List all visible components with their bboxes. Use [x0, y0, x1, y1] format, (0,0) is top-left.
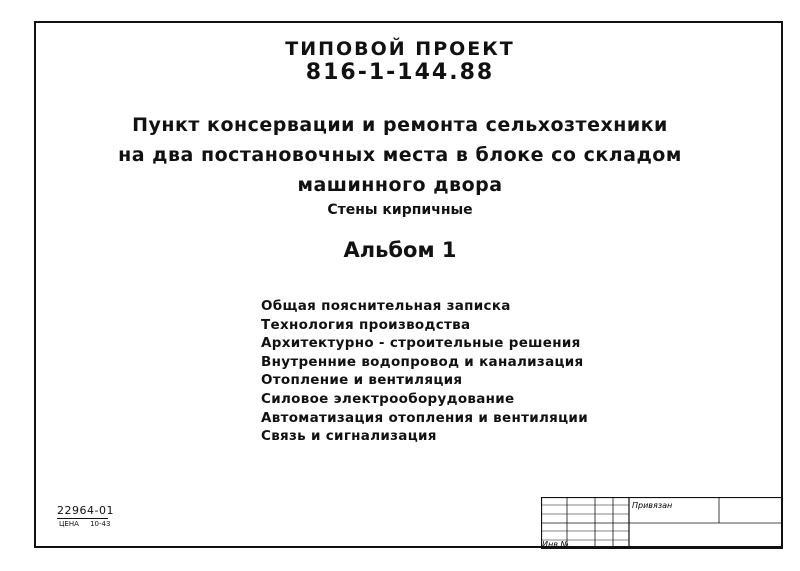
stamp-attached-label: Привязан [632, 501, 673, 510]
album-contents-list [261, 297, 588, 446]
contents-item: Общая пояснительная записка [261, 298, 511, 314]
contents-item: Внутренние водопровод и канализация [261, 353, 584, 370]
stamp-grid [541, 497, 783, 549]
binding-stamp [541, 497, 783, 553]
main-title-line-1: Пункт консервации и ремонта сельхозтехники [132, 114, 668, 136]
album-title: Альбом 1 [343, 238, 457, 262]
stamp-inventory-label: Инв.№ [542, 540, 569, 549]
contents-item: Связь и сигнализация [261, 428, 437, 445]
document-code: 22964-01 [57, 504, 114, 517]
price-value: 10-43 [90, 520, 111, 528]
walls-note: Стены кирпичные [327, 202, 473, 218]
project-label: ТИПОВОЙ ПРОЕКТ [285, 38, 515, 60]
contents-item: Автоматизация отопления и вентиляции [261, 409, 588, 426]
sheet-border [34, 21, 783, 548]
contents-item: Отопление и вентиляция [261, 372, 463, 389]
contents-item: Силовое электрооборудование [261, 390, 515, 407]
document-code-underline [57, 518, 108, 519]
main-title [0, 110, 800, 200]
contents-item: Архитектурно - строительные решения [261, 335, 581, 352]
project-number: 816-1-144.88 [305, 60, 495, 85]
contents-item: Технология производства [261, 316, 471, 333]
price-note [59, 520, 110, 528]
main-title-line-2: на два постановочных места в блоке со складом [118, 144, 682, 166]
main-title-line-3: машинного двора [297, 174, 503, 196]
price-label: ЦЕНА [59, 520, 79, 528]
